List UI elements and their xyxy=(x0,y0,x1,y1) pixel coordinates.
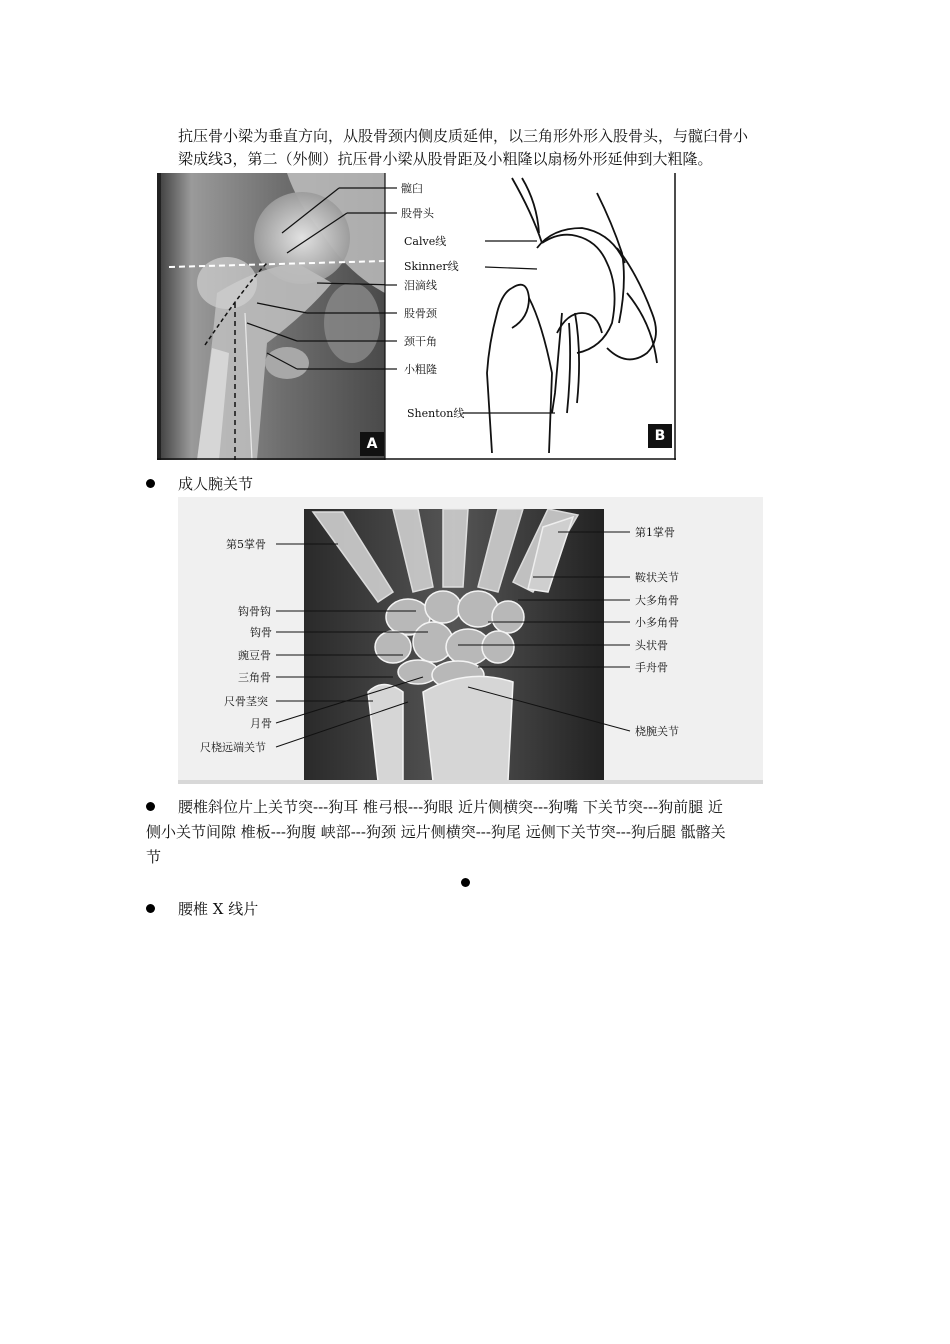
wrist-label-capitate: 头状骨 xyxy=(635,639,668,652)
wrist-figure xyxy=(178,497,763,784)
panel-a-badge: A xyxy=(360,432,384,456)
wrist-label-ulnar-styloid: 尺骨茎突 xyxy=(224,695,268,708)
bullet-dot-3 xyxy=(146,904,155,913)
bullet-2-line-2: 侧小关节间隙 椎板---狗腹 峡部---狗颈 远片侧横突---狗尾 远侧下关节突---狗后腿 骶髂关 xyxy=(146,823,726,841)
bullet-2-line-1: 腰椎斜位片上关节突---狗耳 椎弓根---狗眼 近片侧横突---狗嘴 下关节突---狗前腿 近 xyxy=(178,798,723,816)
wrist-label-trapezium: 大多角骨 xyxy=(635,594,679,607)
label-femoral-head: 股骨头 xyxy=(401,207,434,220)
intro-line-1: 抗压骨小梁为垂直方向，从股骨颈内侧皮质延伸，以三角形外形入股骨头，与髋臼骨小 xyxy=(178,127,749,145)
bullet-1-text: 成人腕关节 xyxy=(178,475,254,493)
bullet-dot-empty xyxy=(461,878,470,887)
label-skinner-line: Skinner线 xyxy=(404,260,459,273)
label-shenton-line: Shenton线 xyxy=(407,407,465,420)
wrist-label-saddle-joint: 鞍状关节 xyxy=(635,571,679,584)
wrist-label-lunate: 月骨 xyxy=(250,717,272,730)
wrist-label-scaphoid: 手舟骨 xyxy=(635,661,668,674)
label-lesser-trochanter: 小粗隆 xyxy=(404,363,437,376)
intro-line-2: 梁成线3，第二（外侧）抗压骨小梁从股骨距及小粗隆以扇杨外形延伸到大粗隆。 xyxy=(178,150,713,168)
bullet-3-text: 腰椎 X 线片 xyxy=(178,900,259,918)
wrist-label-trapezoid: 小多角骨 xyxy=(635,616,679,629)
hip-figure xyxy=(157,173,676,460)
bullet-dot-1 xyxy=(146,479,155,488)
panel-b-badge: B xyxy=(648,424,672,448)
wrist-label-hamate-hook: 钩骨钩 xyxy=(238,605,271,618)
wrist-label-metacarpal-1: 第1掌骨 xyxy=(635,526,675,539)
wrist-label-pisiform: 豌豆骨 xyxy=(238,649,271,662)
label-calve-line: Calve线 xyxy=(404,235,447,248)
bullet-dot-2 xyxy=(146,802,155,811)
wrist-label-druj: 尺桡远端关节 xyxy=(200,741,266,754)
wrist-label-radiocarpal-joint: 桡腕关节 xyxy=(635,725,679,738)
label-neck-shaft-angle: 颈干角 xyxy=(404,335,437,348)
bullet-2-line-3: 节 xyxy=(146,848,162,866)
wrist-label-metacarpal-5: 第5掌骨 xyxy=(226,538,266,551)
wrist-label-triquetrum: 三角骨 xyxy=(238,671,271,684)
label-acetabulum: 髋臼 xyxy=(401,182,423,195)
wrist-label-hamate: 钩骨 xyxy=(250,626,272,639)
label-femoral-neck: 股骨颈 xyxy=(404,307,437,320)
label-teardrop-line: 泪滴线 xyxy=(404,279,437,292)
